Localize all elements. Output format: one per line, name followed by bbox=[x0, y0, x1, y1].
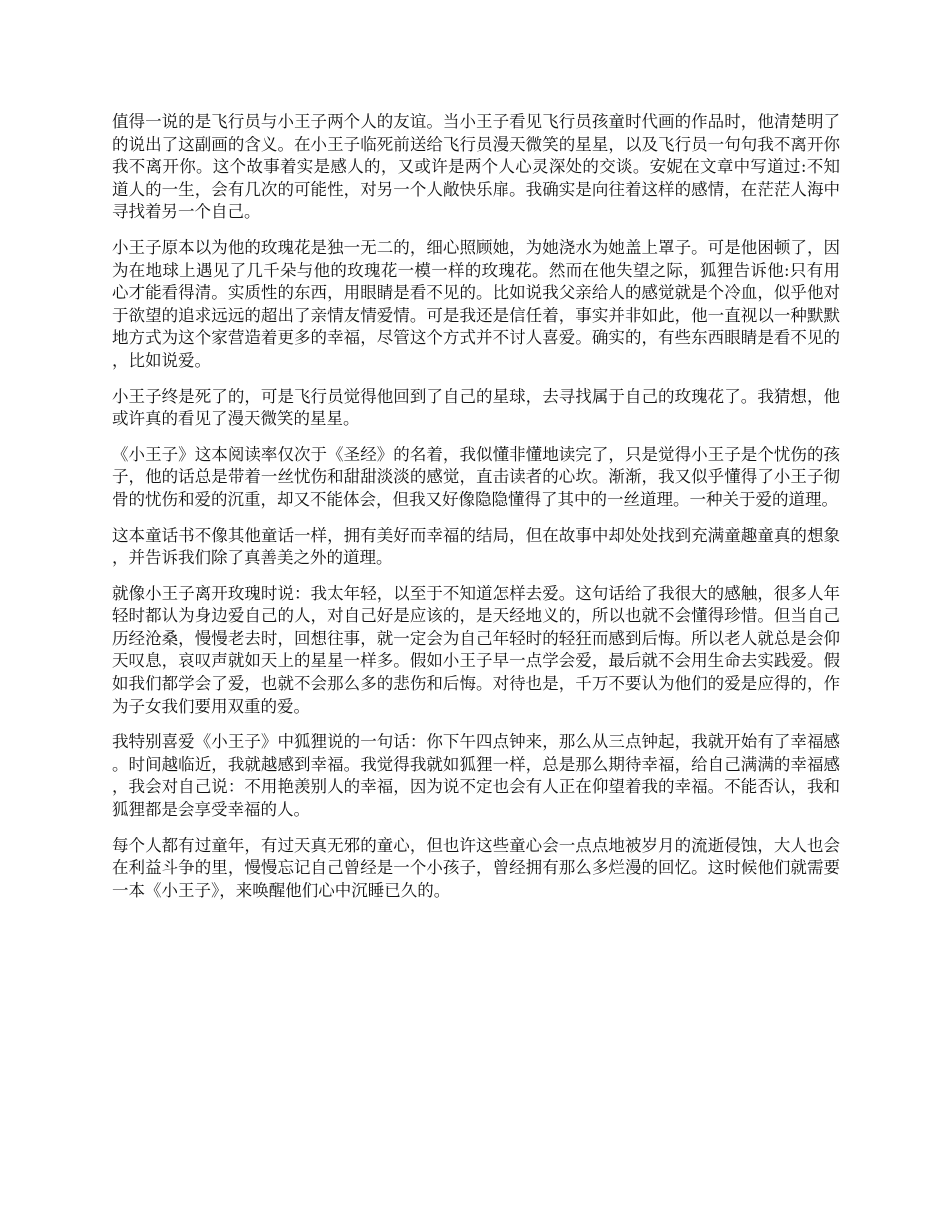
paragraph-2: 小王子原本以为他的玫瑰花是独一无二的，细心照顾她，为她浇水为她盖上罩子。可是他困顿了，因为在地球上遇见了几千朵与他的玫瑰花一模一样的玫瑰花。然而在他失望之际，狐狸告诉他:只有用心才能看得清。实质性的东西，用眼睛是看不见的。比如说我父亲给人的感觉就是个冷血，似乎他对于欲望的追求远远的超出了亲情友情爱情。可是我还是信任着，事实并非如此，他一直视以一种默默地方式为这个家营造着更多的幸福，尽管这个方式并不讨人喜爱。确实的，有些东西眼睛是看不见的，比如说爱。 bbox=[112, 237, 840, 370]
document-body bbox=[112, 111, 840, 915]
paragraph-7: 我特别喜爱《小王子》中狐狸说的一句话：你下午四点钟来，那么从三点钟起，我就开始有了幸福感。时间越临近，我就越感到幸福。我觉得我就如狐狸一样，总是那么期待幸福，给自己满满的幸福感，我会对自己说：不用艳羡别人的幸福，因为说不定也会有人正在仰望着我的幸福。不能否认，我和狐狸都是会享受幸福的人。 bbox=[112, 732, 840, 820]
paragraph-6: 就像小王子离开玫瑰时说：我太年轻，以至于不知道怎样去爱。这句话给了我很大的感触，很多人年轻时都认为身边爱自己的人，对自己好是应该的，是天经地义的，所以也就不会懂得珍惜。但当自己历经沧桑，慢慢老去时，回想往事，就一定会为自己年轻时的轻狂而感到后悔。所以老人就总是会仰天叹息，哀叹声就如天上的星星一样多。假如小王子早一点学会爱，最后就不会用生命去实践爱。假如我们都学会了爱，也就不会那么多的悲伤和后悔。对待也是，千万不要认为他们的爱是应得的，作为子女我们要用双重的爱。 bbox=[112, 583, 840, 716]
paragraph-8: 每个人都有过童年，有过天真无邪的童心，但也许这些童心会一点点地被岁月的流逝侵蚀，大人也会在利益斗争的里，慢慢忘记自己曾经是一个小孩子，曾经拥有那么多烂漫的回忆。这时候他们就需要一本《小王子》，来唤醒他们心中沉睡已久的。 bbox=[112, 835, 840, 900]
paragraph-4: 《小王子》这本阅读率仅次于《圣经》的名着，我似懂非懂地读完了，只是觉得小王子是个忧伤的孩子，他的话总是带着一丝忧伤和甜甜淡淡的感觉，直击读者的心坎。渐渐，我又似乎懂得了小王子彻骨的忧伤和爱的沉重，却又不能体会，但我又好像隐隐懂得了其中的一丝道理。一种关于爱的道理。 bbox=[112, 444, 840, 509]
paragraph-1: 值得一说的是飞行员与小王子两个人的友谊。当小王子看见飞行员孩童时代画的作品时，他清楚明了的说出了这副画的含义。在小王子临死前送给飞行员漫天微笑的星星，以及飞行员一句句我不离开你我不离开你。这个故事着实是感人的，又或许是两个人心灵深处的交谈。安妮在文章中写道过:不知道人的一生，会有几次的可能性，对另一个人敞快乐扉。我确实是向往着这样的感情，在茫茫人海中寻找着另一个自己。 bbox=[112, 112, 840, 222]
paragraph-5: 这本童话书不像其他童话一样，拥有美好而幸福的结局，但在故事中却处处找到充满童趣童真的想象，并告诉我们除了真善美之外的道理。 bbox=[112, 525, 840, 568]
paragraph-3: 小王子终是死了的，可是飞行员觉得他回到了自己的星球，去寻找属于自己的玫瑰花了。我猜想，他或许真的看见了漫天微笑的星星。 bbox=[112, 386, 840, 429]
